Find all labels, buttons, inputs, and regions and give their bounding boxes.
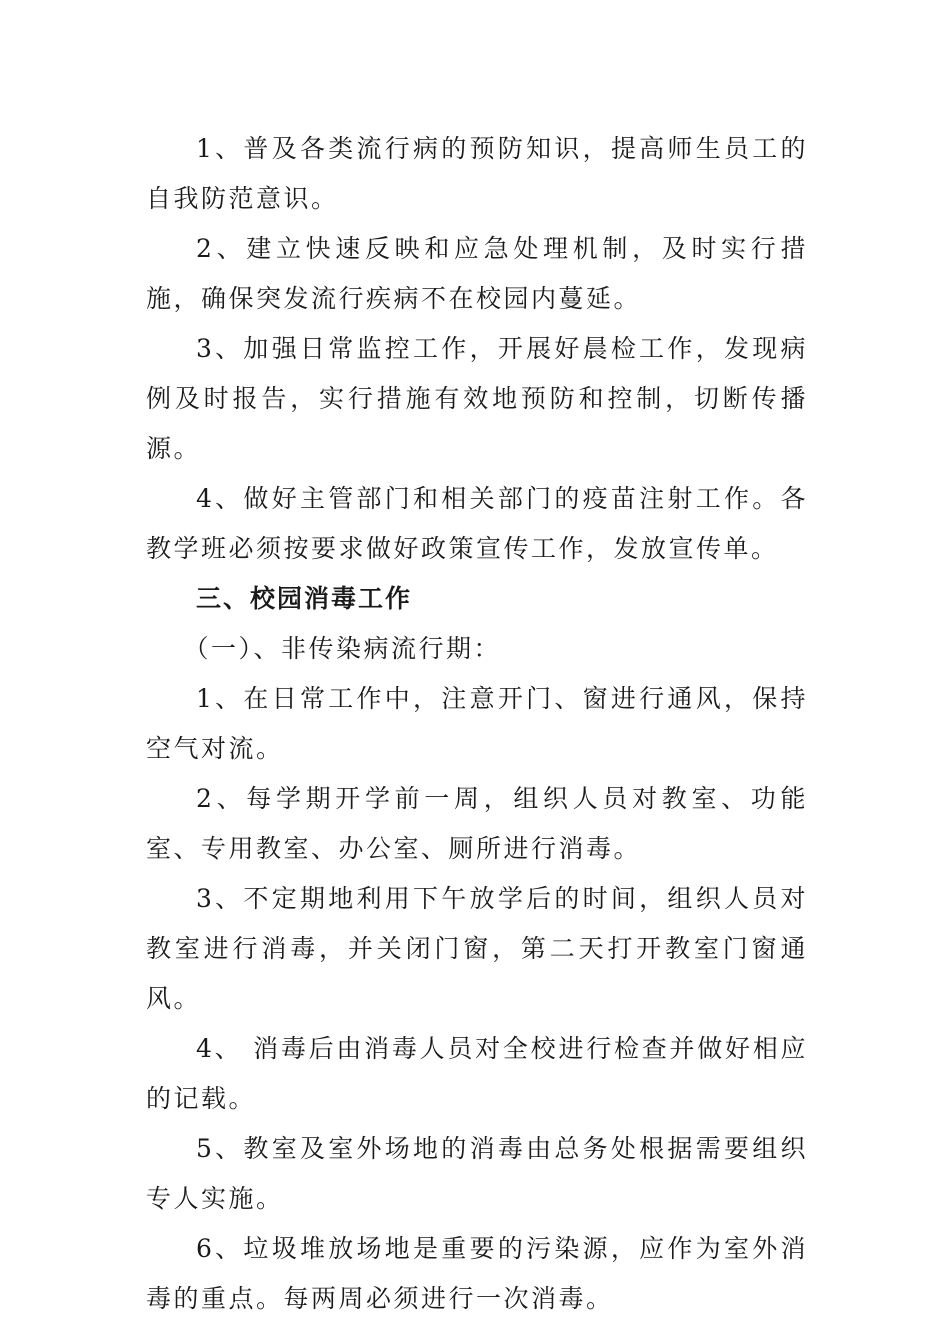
paragraph-3: 3、加强日常监控工作，开展好晨检工作，发现病例及时报告，实行措施有效地预防和控制，切断传播源。 (146, 334, 808, 463)
paragraph-5: 1、在日常工作中，注意开门、窗进行通风，保持空气对流。 (146, 684, 808, 763)
subsection-heading: （一）、非传染病流行期： (183, 634, 502, 663)
paragraph-8: 4、 消毒后由消毒人员对全校进行检查并做好相应的记载。 (146, 1034, 808, 1113)
paragraph-10: 6、垃圾堆放场地是重要的污染源，应作为室外消毒的重点。每两周必须进行一次消毒。 (146, 1234, 808, 1313)
document-page (146, 124, 808, 1324)
paragraph-6: 2、每学期开学前一周，组织人员对教室、功能室、专用教室、办公室、厕所进行消毒。 (146, 784, 808, 863)
paragraph-7: 3、不定期地利用下午放学后的时间，组织人员对教室进行消毒，并关闭门窗，第二天打开教室门窗通风。 (146, 884, 808, 1013)
section-heading: 三、校园消毒工作 (196, 584, 413, 613)
paragraph-4: 4、做好主管部门和相关部门的疫苗注射工作。各教学班必须按要求做好政策宣传工作，发放宣传单。 (146, 484, 808, 563)
paragraph-2: 2、建立快速反映和应急处理机制，及时实行措施，确保突发流行疾病不在校园内蔓延。 (146, 234, 808, 313)
paragraph-9: 5、教室及室外场地的消毒由总务处根据需要组织专人实施。 (146, 1134, 808, 1213)
paragraph-1: 1、普及各类流行病的预防知识，提高师生员工的自我防范意识。 (146, 134, 808, 213)
